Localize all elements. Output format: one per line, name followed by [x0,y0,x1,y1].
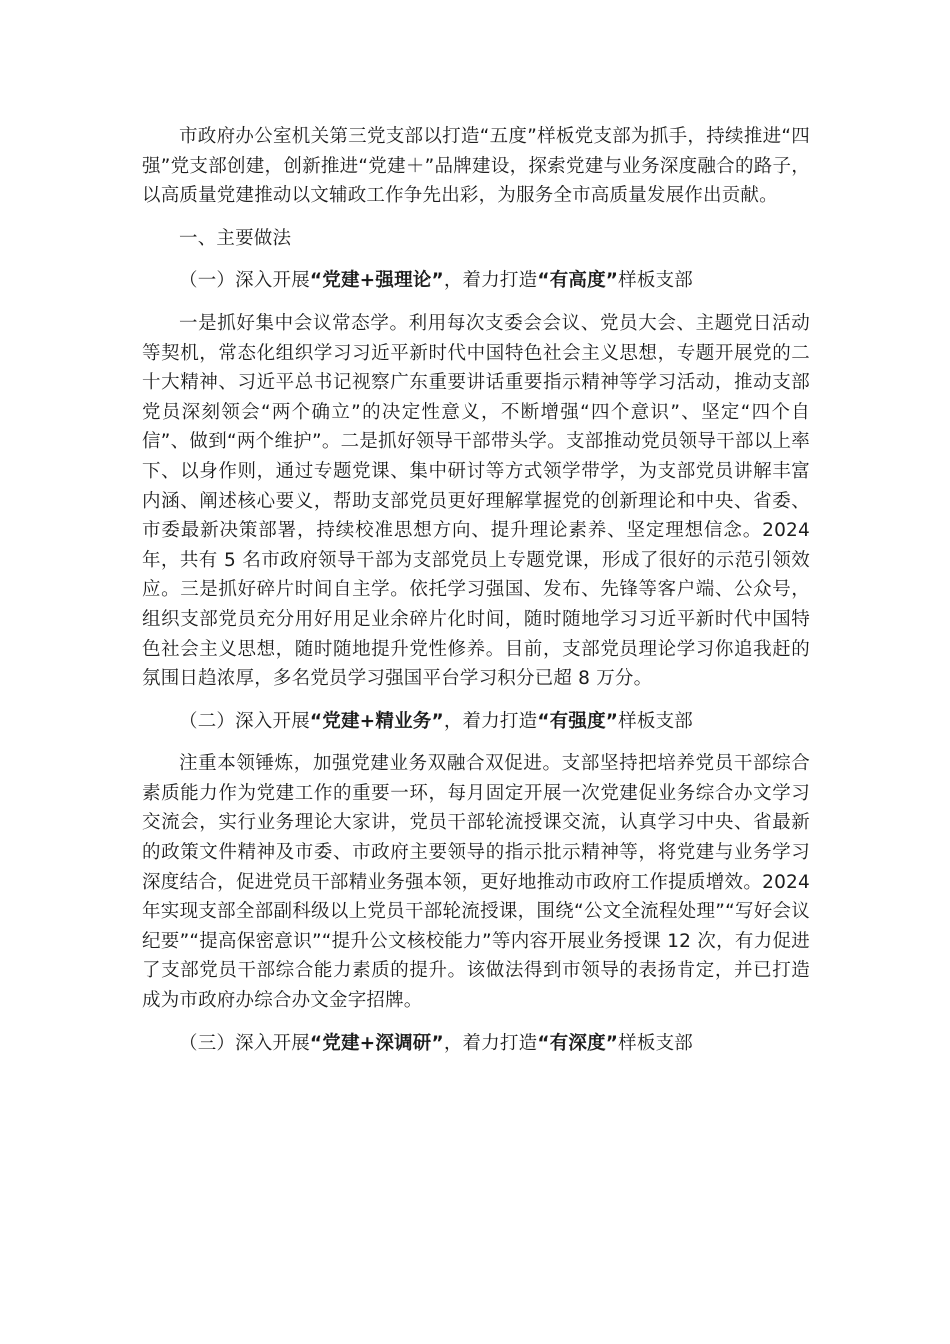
subsection-2-suffix: 样板支部 [618,710,693,732]
intro-paragraph: 市政府办公室机关第三党支部以打造“五度”样板党支部为抓手，持续推进“四强”党支部创建，创新推进“党建＋”品牌建设，探索党建与业务深度融合的路子，以高质量党建推动以文辅政工作争先出彩，为服务全市高质量发展作出贡献。 [142,126,810,207]
subsection-1-body: 一是抓好集中会议常态学。利用每次支委会会议、党员大会、主题党日活动等契机，常态化组织学习习近平新时代中国特色社会主义思想，专题开展党的二十大精神、习近平总书记视察广东重要讲话重要指示精神等学习活动，推动支部党员深刻领会“两个确立”的决定性意义，不断增强“四个意识”、坚定“四个自信”、做到“两个维护”。二是抓好领导干部带头学。支部推动党员领导干部以上率下、以身作则，通过专题党课、集中研讨等方式领学带学，为支部党员讲解丰富内涵、阐述核心要义，帮助支部党员更好理解掌握党的创新理论和中央、省委、市委最新决策部署，持续校准思想方向、提升理论素养、坚定理想信念。2024 年，共有 5 名市政府领导干部为支部党员上专题党课，形成了很好的示范引领效应。三是抓好碎片时间自主学。依托学习强国、发布、先锋等客户端、公众号，组织支部党员充分用好用足业余碎片化时间，随时随地学习习近平新时代中国特色社会主义思想，随时随地提升党性修养。目前，支部党员理论学习你追我赶的氛围日趋浓厚，多名党员学习强国平台学习积分已超 8 万分。 [142,312,810,690]
subsection-3-middle: ，着力打造 [443,1032,538,1054]
subsection-3-suffix: 样板支部 [618,1032,693,1054]
subsection-heading-1 [142,266,810,296]
subsection-heading-2 [142,707,810,737]
subsection-2-middle: ，着力打造 [443,710,538,732]
subsection-1-prefix: （一）深入开展 [179,270,310,292]
subsection-2-body: 注重本领锤炼，加强党建业务双融合双促进。支部坚持把培养党员干部综合素质能力作为党建工作的重要一环，每月固定开展一次党建促业务综合办文学习交流会，实行业务理论大家讲，党员干部轮流授课交流，认真学习中央、省最新的政策文件精神及市委、市政府主要领导的指示批示精神等，将党建与业务学习深度结合，促进党员干部精业务强本领，更好地推动市政府工作提质增效。2024 年实现支部全部副科级以上党员干部轮流授课，围绕“公文全流程处理”“写好会议纪要”“提高保密意识”“提升公文核校能力”等内容开展业务授课 12 次，有力促进了支部党员干部综合能力素质的提升。该做法得到市领导的表扬肯定，并已打造成为市政府办综合办文金字招牌。 [142,753,810,1012]
subsection-1-middle: ，着力打造 [443,270,538,292]
document-body [142,122,810,1071]
subsection-2-quote-goal: “有强度” [537,710,619,732]
section-heading-main-practices: 一、主要做法 [179,227,292,249]
subsection-1-quote-goal: “有高度” [537,270,619,292]
subsection-heading-3 [142,1029,810,1059]
subsection-3-prefix: （三）深入开展 [179,1032,310,1054]
subsection-1-quote-theme: “党建+强理论” [309,270,444,292]
subsection-3-quote-goal: “有深度” [537,1032,619,1054]
subsection-2-quote-theme: “党建+精业务” [309,710,444,732]
subsection-1-suffix: 样板支部 [618,270,693,292]
subsection-2-prefix: （二）深入开展 [179,710,310,732]
subsection-3-quote-theme: “党建+深调研” [309,1032,444,1054]
